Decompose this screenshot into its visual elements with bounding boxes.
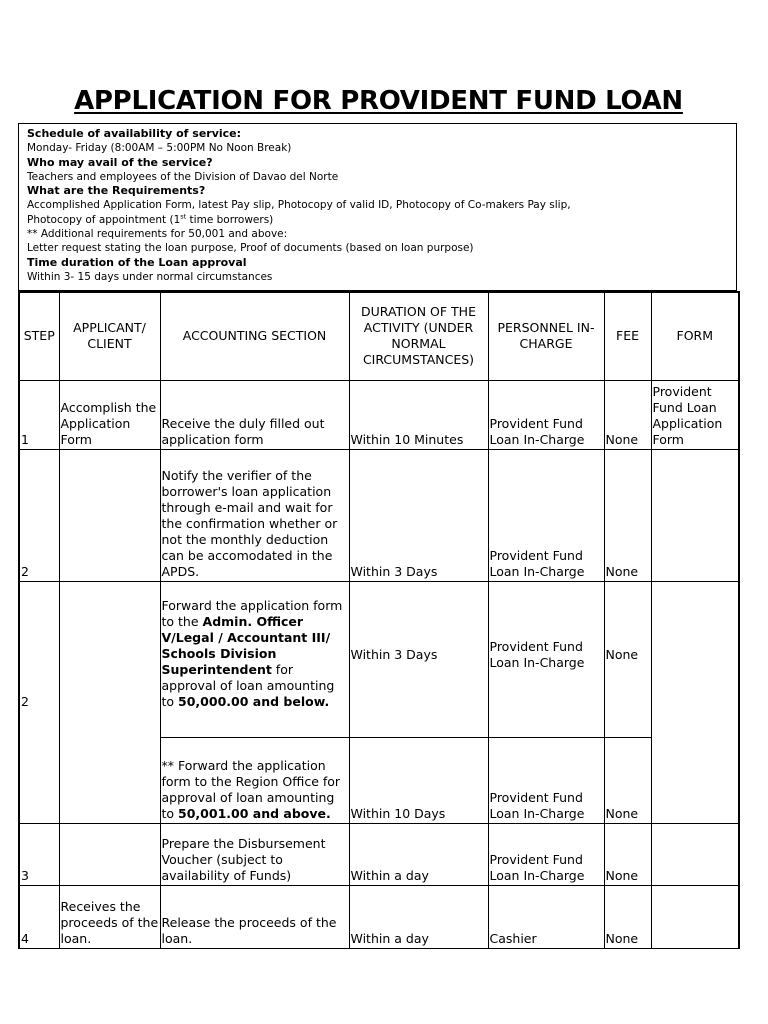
form-cell xyxy=(651,885,739,948)
duration-heading: Time duration of the Loan approval xyxy=(27,255,247,269)
personnel-cell: Provident Fund Loan In-Charge xyxy=(488,449,604,581)
form-cell xyxy=(651,449,739,581)
accounting-cell xyxy=(160,737,349,823)
additional-text: Letter request stating the loan purpose, Proof of documents (based on loan purpose) xyxy=(27,242,474,255)
personnel-cell: Provident Fund Loan In-Charge xyxy=(488,380,604,449)
fee-cell: None xyxy=(604,823,651,885)
step-cell: 3 xyxy=(19,823,59,885)
table-row xyxy=(19,581,739,737)
table-row xyxy=(19,885,739,948)
accounting-cell: Notify the verifier of the borrower's loan application through e-mail and wait for the confirmation whether or not the monthly deduction can be accomodated in the APDS. xyxy=(160,449,349,581)
step-cell: 2 xyxy=(19,449,59,581)
who-text: Teachers and employees of the Division of Davao del Norte xyxy=(27,170,339,183)
table-row xyxy=(19,380,739,449)
fee-cell: None xyxy=(604,581,651,737)
loan-amount-threshold: 50,001.00 and above. xyxy=(178,805,331,821)
accounting-cell: Prepare the Disbursement Voucher (subject to availability of Funds) xyxy=(160,823,349,885)
form-cell: Provident Fund Loan Application Form xyxy=(651,380,739,449)
form-cell xyxy=(651,581,739,823)
fee-cell: None xyxy=(604,449,651,581)
schedule-text: Monday- Friday (8:00AM – 5:00PM No Noon Break) xyxy=(27,142,292,155)
requirements-line-2 xyxy=(27,213,728,227)
header-step: STEP xyxy=(19,292,59,380)
header-form: FORM xyxy=(651,292,739,380)
table-header-row xyxy=(19,292,739,380)
accounting-cell: Receive the duly filled out application form xyxy=(160,380,349,449)
personnel-cell: Provident Fund Loan In-Charge xyxy=(488,581,604,737)
requirements-line-1: Accomplished Application Form, latest Pay slip, Photocopy of valid ID, Photocopy of Co-makers Pay slip, xyxy=(27,199,571,212)
duration-cell: Within a day xyxy=(349,885,488,948)
process-table xyxy=(18,291,740,949)
header-applicant: APPLICANT/ CLIENT xyxy=(59,292,160,380)
duration-cell: Within 3 Days xyxy=(349,449,488,581)
requirements-line-2-end: time borrowers) xyxy=(186,213,274,226)
applicant-cell: Accomplish the Application Form xyxy=(59,380,160,449)
accounting-text: Forward the application form to the xyxy=(161,597,343,629)
requirements-line-2-start: Photocopy of appointment (1 xyxy=(27,213,181,226)
service-info-box xyxy=(18,123,737,291)
table-row xyxy=(19,823,739,885)
fee-cell: None xyxy=(604,885,651,948)
accounting-text: ** Forward the application form to the Region Office for approval of loan amounting to xyxy=(161,757,341,821)
accounting-cell xyxy=(160,581,349,737)
fee-cell: None xyxy=(604,380,651,449)
duration-cell: Within 3 Days xyxy=(349,581,488,737)
personnel-cell: Provident Fund Loan In-Charge xyxy=(488,737,604,823)
fee-cell: None xyxy=(604,737,651,823)
applicant-cell xyxy=(59,823,160,885)
header-fee: FEE xyxy=(604,292,651,380)
requirements-heading: What are the Requirements? xyxy=(27,184,206,198)
applicant-cell xyxy=(59,581,160,823)
form-cell xyxy=(651,823,739,885)
loan-amount-limit: 50,000.00 and below. xyxy=(178,693,330,709)
header-accounting: ACCOUNTING SECTION xyxy=(160,292,349,380)
duration-cell: Within 10 Minutes xyxy=(349,380,488,449)
table-row xyxy=(19,449,739,581)
duration-cell: Within 10 Days xyxy=(349,737,488,823)
step-cell: 2 xyxy=(19,581,59,823)
who-heading: Who may avail of the service? xyxy=(27,155,213,169)
approver-names: Admin. Officer V/Legal / Accountant III/ Schools Division Superintendent xyxy=(161,613,331,677)
accounting-text: for approval of loan amounting to xyxy=(161,661,335,709)
additional-heading: ** Additional requirements for 50,001 and above: xyxy=(27,228,288,241)
schedule-heading: Schedule of availability of service: xyxy=(27,127,242,140)
accounting-cell: Release the proceeds of the loan. xyxy=(160,885,349,948)
step-cell: 4 xyxy=(19,885,59,948)
title-text: APPLICATION FOR PROVIDENT FUND LOAN xyxy=(74,86,683,116)
duration-cell: Within a day xyxy=(349,823,488,885)
header-duration: DURATION OF THE ACTIVITY (UNDER NORMAL CIRCUMSTANCES) xyxy=(349,292,488,380)
step-cell: 1 xyxy=(19,380,59,449)
personnel-cell: Cashier xyxy=(488,885,604,948)
duration-text: Within 3- 15 days under normal circumstances xyxy=(27,270,273,283)
applicant-cell xyxy=(59,449,160,581)
header-personnel: PERSONNEL IN-CHARGE xyxy=(488,292,604,380)
applicant-cell: Receives the proceeds of the loan. xyxy=(59,885,160,948)
document-title xyxy=(0,84,757,118)
requirements-line-2-sup: st xyxy=(180,212,187,221)
personnel-cell: Provident Fund Loan In-Charge xyxy=(488,823,604,885)
